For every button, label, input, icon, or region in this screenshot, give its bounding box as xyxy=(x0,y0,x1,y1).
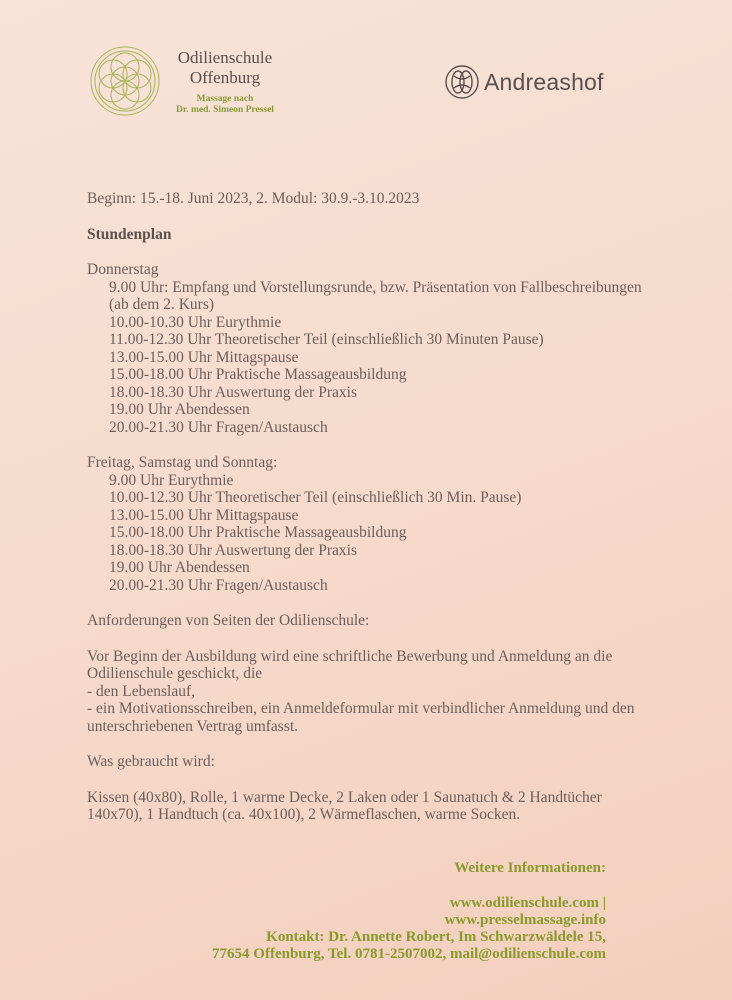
schedule-item: 13.00-15.00 Uhr Mittagspause xyxy=(109,348,299,366)
requirements-heading: Anforderungen von Seiten der Odilienschule: xyxy=(87,612,370,629)
schedule-item: 10.00-10.30 Uhr Eurythmie xyxy=(109,313,282,331)
weekend-label: Freitag, Samstag und Sonntag: xyxy=(87,454,278,471)
needed-text: Kissen (40x80), Rolle, 1 warme Decke, 2 Laken oder 1 Saunatuch & 2 Handtücher 140x70), 1 Handtuch (ca. 40x100), 2 Wärmeflaschen, warme Socken. xyxy=(87,788,602,823)
requirement-item: - den Lebenslauf, xyxy=(87,682,196,700)
schedule-item: 10.00-12.30 Uhr Theoretischer Teil (einschließlich 30 Min. Pause) xyxy=(109,489,522,506)
schedule-heading: Stundenplan xyxy=(87,225,172,243)
school-name: Odilienschule Offenburg xyxy=(177,48,273,87)
schedule-item: 18.00-18.30 Uhr Auswertung der Praxis xyxy=(109,541,357,559)
contact-footer xyxy=(126,860,606,963)
andreashof-logo xyxy=(444,64,604,100)
knot-icon xyxy=(444,64,480,100)
schedule-item: 19.00 Uhr Abendessen xyxy=(109,401,250,418)
school-subtitle: Massage nach Dr. med. Simeon Pressel xyxy=(176,94,274,115)
document-body xyxy=(87,190,647,824)
odilienschule-logo xyxy=(88,44,278,124)
requirements-text: Vor Beginn der Ausbildung wird eine schriftliche Bewerbung und Anmeldung an die Odilienschule geschickt, die xyxy=(87,647,613,682)
schedule-item: 20.00-21.30 Uhr Fragen/Austausch xyxy=(109,576,328,594)
schedule-item: 15.00-18.00 Uhr Praktische Massageausbildung xyxy=(109,524,407,541)
needed-heading: Was gebraucht wird: xyxy=(87,753,215,770)
schedule-item: 9.00 Uhr Eurythmie xyxy=(109,471,234,489)
thursday-schedule xyxy=(87,279,647,437)
schedule-item: 18.00-18.30 Uhr Auswertung der Praxis xyxy=(109,383,357,401)
schedule-item: 20.00-21.30 Uhr Fragen/Austausch xyxy=(109,418,328,436)
schedule-item: 15.00-18.00 Uhr Praktische Massageausbildung xyxy=(109,366,407,383)
footer-title: Weitere Informationen: xyxy=(454,860,606,876)
contact-line: 77654 Offenburg, Tel. 0781-2507002, mail@odilienschule.com xyxy=(212,946,606,962)
schedule-item: 9.00 Uhr: Empfang und Vorstellungsrunde, bzw. Präsentation von Fallbeschreibungen (ab dem 2. Kurs) xyxy=(109,278,642,313)
weekend-schedule xyxy=(87,472,647,595)
partner-name: Andreashof xyxy=(484,68,604,95)
website-link[interactable]: www.odilienschule.com | xyxy=(449,895,606,911)
flower-of-life-icon xyxy=(88,44,162,118)
requirement-item: - ein Motivationsschreiben, ein Anmeldeformular mit verbindlicher Anmeldung und den unterschriebenen Vertrag umfasst. xyxy=(87,700,635,735)
website-link[interactable]: www.presselmassage.info xyxy=(444,912,606,928)
schedule-item: 11.00-12.30 Uhr Theoretischer Teil (einschließlich 30 Minuten Pause) xyxy=(109,331,544,348)
contact-line: Kontakt: Dr. Annette Robert, Im Schwarzwäldele 15, xyxy=(266,929,606,945)
thursday-label: Donnerstag xyxy=(87,261,159,278)
course-dates: Beginn: 15.-18. Juni 2023, 2. Modul: 30.9.-3.10.2023 xyxy=(87,190,420,207)
schedule-item: 19.00 Uhr Abendessen xyxy=(109,559,250,576)
schedule-item: 13.00-15.00 Uhr Mittagspause xyxy=(109,506,299,524)
